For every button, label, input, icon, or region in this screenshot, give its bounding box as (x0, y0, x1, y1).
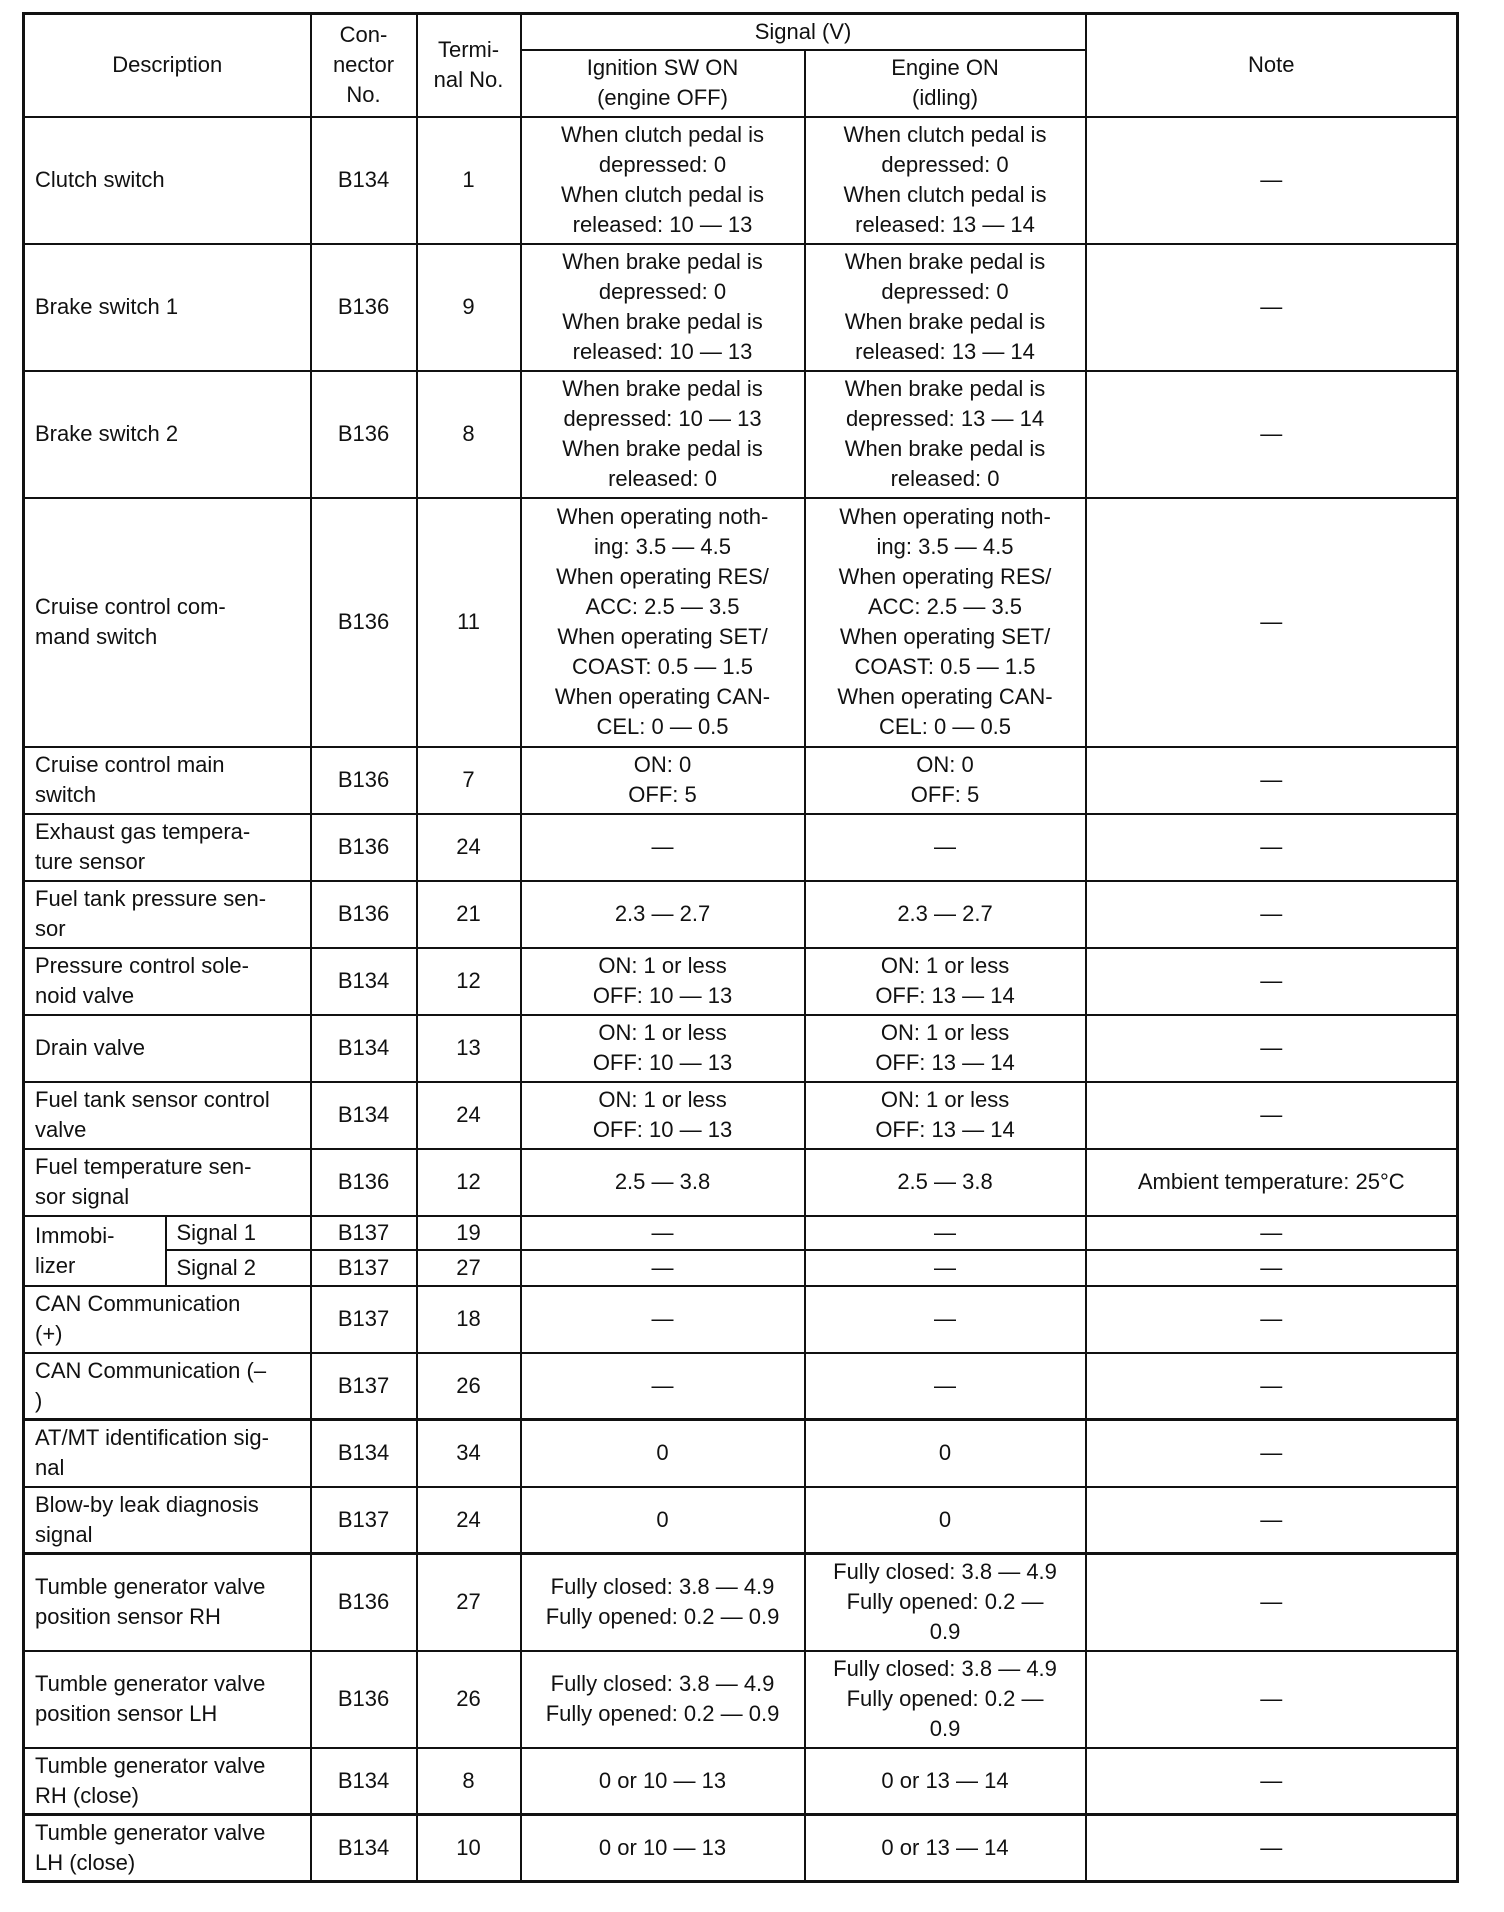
ignition-on-cell: Fully closed: 3.8 — 4.9 Fully opened: 0.2 — 0.9 (521, 1651, 805, 1748)
table-row (24, 747, 1458, 814)
engine-on-cell: 0 or 13 — 14 (805, 1815, 1086, 1882)
table-row (24, 881, 1458, 948)
note-cell: — (1086, 1353, 1458, 1420)
terminal-cell: 26 (417, 1651, 521, 1748)
description-cell: Exhaust gas tempera- ture sensor (24, 814, 311, 881)
ignition-on-cell: 2.3 — 2.7 (521, 881, 805, 948)
immobilizer-group-cell: Immobi- lizer (24, 1216, 166, 1286)
table-row (24, 1748, 1458, 1815)
note-cell: Ambient temperature: 25°C (1086, 1149, 1458, 1216)
note-cell: — (1086, 948, 1458, 1015)
table-row (24, 1815, 1458, 1882)
description-cell: AT/MT identification sig- nal (24, 1420, 311, 1487)
signal-name-cell: Signal 2 (166, 1250, 311, 1286)
table-row (24, 1015, 1458, 1082)
connector-cell: B136 (311, 747, 417, 814)
connector-cell: B136 (311, 814, 417, 881)
table-row (24, 1149, 1458, 1216)
connector-cell: B134 (311, 1420, 417, 1487)
engine-on-cell: When brake pedal is depressed: 13 — 14 When brake pedal is released: 0 (805, 371, 1086, 498)
table-row (24, 1216, 1458, 1250)
engine-on-cell: ON: 1 or less OFF: 13 — 14 (805, 1082, 1086, 1149)
terminal-cell: 7 (417, 747, 521, 814)
description-cell: Blow-by leak diagnosis signal (24, 1487, 311, 1554)
table-row (24, 371, 1458, 498)
note-cell: — (1086, 1420, 1458, 1487)
terminal-cell: 11 (417, 498, 521, 747)
note-cell: — (1086, 1250, 1458, 1286)
terminal-cell: 24 (417, 814, 521, 881)
header-note: Note (1086, 14, 1458, 117)
engine-on-cell: 0 or 13 — 14 (805, 1748, 1086, 1815)
note-cell: — (1086, 1651, 1458, 1748)
table-row (24, 1487, 1458, 1554)
terminal-cell: 27 (417, 1250, 521, 1286)
connector-cell: B136 (311, 498, 417, 747)
note-cell: — (1086, 117, 1458, 244)
engine-on-cell: — (805, 1353, 1086, 1420)
note-cell: — (1086, 814, 1458, 881)
description-cell: CAN Communication (– ) (24, 1353, 311, 1420)
connector-cell: B137 (311, 1250, 417, 1286)
description-cell: Tumble generator valve position sensor LH (24, 1651, 311, 1748)
terminal-cell: 1 (417, 117, 521, 244)
ignition-on-cell: 0 or 10 — 13 (521, 1748, 805, 1815)
description-cell: Fuel tank pressure sen- sor (24, 881, 311, 948)
ignition-on-cell: When brake pedal is depressed: 10 — 13 When brake pedal is released: 0 (521, 371, 805, 498)
ignition-on-cell: 2.5 — 3.8 (521, 1149, 805, 1216)
table-row (24, 117, 1458, 244)
connector-cell: B134 (311, 1015, 417, 1082)
terminal-cell: 24 (417, 1487, 521, 1554)
ignition-on-cell: When operating noth- ing: 3.5 — 4.5 When operating RES/ ACC: 2.5 — 3.5 When operating SET/ COAST: 0.5 — 1.5 When operating CAN- CEL: 0 — 0.5 (521, 498, 805, 747)
table-row (24, 1420, 1458, 1487)
description-cell: Pressure control sole- noid valve (24, 948, 311, 1015)
note-cell: — (1086, 881, 1458, 948)
terminal-cell: 27 (417, 1554, 521, 1651)
header-terminal: Termi- nal No. (417, 14, 521, 117)
terminal-cell: 34 (417, 1420, 521, 1487)
note-cell: — (1086, 1015, 1458, 1082)
description-cell: Cruise control com- mand switch (24, 498, 311, 747)
ignition-on-cell: ON: 1 or less OFF: 10 — 13 (521, 948, 805, 1015)
terminal-cell: 18 (417, 1286, 521, 1353)
description-cell: Tumble generator valve position sensor RH (24, 1554, 311, 1651)
description-cell: Fuel temperature sen- sor signal (24, 1149, 311, 1216)
engine-on-cell: Fully closed: 3.8 — 4.9 Fully opened: 0.2 — 0.9 (805, 1651, 1086, 1748)
description-cell: Clutch switch (24, 117, 311, 244)
connector-cell: B137 (311, 1286, 417, 1353)
ignition-on-cell: — (521, 1353, 805, 1420)
engine-on-cell: — (805, 1286, 1086, 1353)
note-cell: — (1086, 747, 1458, 814)
connector-cell: B136 (311, 881, 417, 948)
description-cell: Brake switch 2 (24, 371, 311, 498)
connector-cell: B134 (311, 1748, 417, 1815)
description-cell: Tumble generator valve LH (close) (24, 1815, 311, 1882)
note-cell: — (1086, 1216, 1458, 1250)
description-cell: Fuel tank sensor control valve (24, 1082, 311, 1149)
ignition-on-cell: 0 (521, 1420, 805, 1487)
header-connector: Con- nector No. (311, 14, 417, 117)
table-row (24, 498, 1458, 747)
header-description: Description (24, 14, 311, 117)
ignition-on-cell: Fully closed: 3.8 — 4.9 Fully opened: 0.2 — 0.9 (521, 1554, 805, 1651)
connector-cell: B134 (311, 117, 417, 244)
connector-cell: B136 (311, 1149, 417, 1216)
header-engine-on: Engine ON (idling) (805, 50, 1086, 117)
terminal-cell: 21 (417, 881, 521, 948)
terminal-cell: 12 (417, 948, 521, 1015)
signal-name-cell: Signal 1 (166, 1216, 311, 1250)
description-cell: Cruise control main switch (24, 747, 311, 814)
signal-spec-table (22, 12, 1459, 1883)
table-row (24, 1082, 1458, 1149)
engine-on-cell: When brake pedal is depressed: 0 When brake pedal is released: 13 — 14 (805, 244, 1086, 371)
note-cell: — (1086, 1815, 1458, 1882)
engine-on-cell: — (805, 814, 1086, 881)
connector-cell: B136 (311, 371, 417, 498)
note-cell: — (1086, 1082, 1458, 1149)
table-row (24, 814, 1458, 881)
terminal-cell: 26 (417, 1353, 521, 1420)
connector-cell: B134 (311, 1082, 417, 1149)
engine-on-cell: 0 (805, 1420, 1086, 1487)
ignition-on-cell: ON: 1 or less OFF: 10 — 13 (521, 1015, 805, 1082)
engine-on-cell: When clutch pedal is depressed: 0 When clutch pedal is released: 13 — 14 (805, 117, 1086, 244)
ignition-on-cell: 0 (521, 1487, 805, 1554)
engine-on-cell: When operating noth- ing: 3.5 — 4.5 When operating RES/ ACC: 2.5 — 3.5 When operating SET/ COAST: 0.5 — 1.5 When operating CAN- CEL: 0 — 0.5 (805, 498, 1086, 747)
engine-on-cell: — (805, 1250, 1086, 1286)
terminal-cell: 8 (417, 1748, 521, 1815)
ignition-on-cell: When clutch pedal is depressed: 0 When clutch pedal is released: 10 — 13 (521, 117, 805, 244)
engine-on-cell: ON: 0 OFF: 5 (805, 747, 1086, 814)
ignition-on-cell: — (521, 814, 805, 881)
engine-on-cell: — (805, 1216, 1086, 1250)
note-cell: — (1086, 498, 1458, 747)
ignition-on-cell: ON: 0 OFF: 5 (521, 747, 805, 814)
description-cell: CAN Communication (+) (24, 1286, 311, 1353)
ignition-on-cell: — (521, 1286, 805, 1353)
engine-on-cell: 2.3 — 2.7 (805, 881, 1086, 948)
engine-on-cell: 0 (805, 1487, 1086, 1554)
note-cell: — (1086, 1487, 1458, 1554)
note-cell: — (1086, 1554, 1458, 1651)
connector-cell: B134 (311, 948, 417, 1015)
table-row (24, 1554, 1458, 1651)
header-row (24, 14, 1458, 50)
table-row (24, 1250, 1458, 1286)
terminal-cell: 12 (417, 1149, 521, 1216)
description-cell: Drain valve (24, 1015, 311, 1082)
description-cell: Tumble generator valve RH (close) (24, 1748, 311, 1815)
ignition-on-cell: 0 or 10 — 13 (521, 1815, 805, 1882)
table-row (24, 244, 1458, 371)
description-cell: Brake switch 1 (24, 244, 311, 371)
note-cell: — (1086, 371, 1458, 498)
header-ignition-on: Ignition SW ON (engine OFF) (521, 50, 805, 117)
connector-cell: B136 (311, 1651, 417, 1748)
terminal-cell: 19 (417, 1216, 521, 1250)
terminal-cell: 24 (417, 1082, 521, 1149)
table-row (24, 1286, 1458, 1353)
connector-cell: B137 (311, 1216, 417, 1250)
table-row (24, 948, 1458, 1015)
connector-cell: B137 (311, 1487, 417, 1554)
connector-cell: B134 (311, 1815, 417, 1882)
terminal-cell: 13 (417, 1015, 521, 1082)
ignition-on-cell: When brake pedal is depressed: 0 When brake pedal is released: 10 — 13 (521, 244, 805, 371)
terminal-cell: 8 (417, 371, 521, 498)
terminal-cell: 10 (417, 1815, 521, 1882)
engine-on-cell: 2.5 — 3.8 (805, 1149, 1086, 1216)
note-cell: — (1086, 244, 1458, 371)
ignition-on-cell: ON: 1 or less OFF: 10 — 13 (521, 1082, 805, 1149)
connector-cell: B136 (311, 244, 417, 371)
terminal-cell: 9 (417, 244, 521, 371)
table-row (24, 1353, 1458, 1420)
note-cell: — (1086, 1748, 1458, 1815)
table-row (24, 1651, 1458, 1748)
engine-on-cell: ON: 1 or less OFF: 13 — 14 (805, 948, 1086, 1015)
engine-on-cell: Fully closed: 3.8 — 4.9 Fully opened: 0.2 — 0.9 (805, 1554, 1086, 1651)
ignition-on-cell: — (521, 1250, 805, 1286)
ignition-on-cell: — (521, 1216, 805, 1250)
connector-cell: B137 (311, 1353, 417, 1420)
engine-on-cell: ON: 1 or less OFF: 13 — 14 (805, 1015, 1086, 1082)
connector-cell: B136 (311, 1554, 417, 1651)
header-signal: Signal (V) (521, 14, 1086, 50)
note-cell: — (1086, 1286, 1458, 1353)
